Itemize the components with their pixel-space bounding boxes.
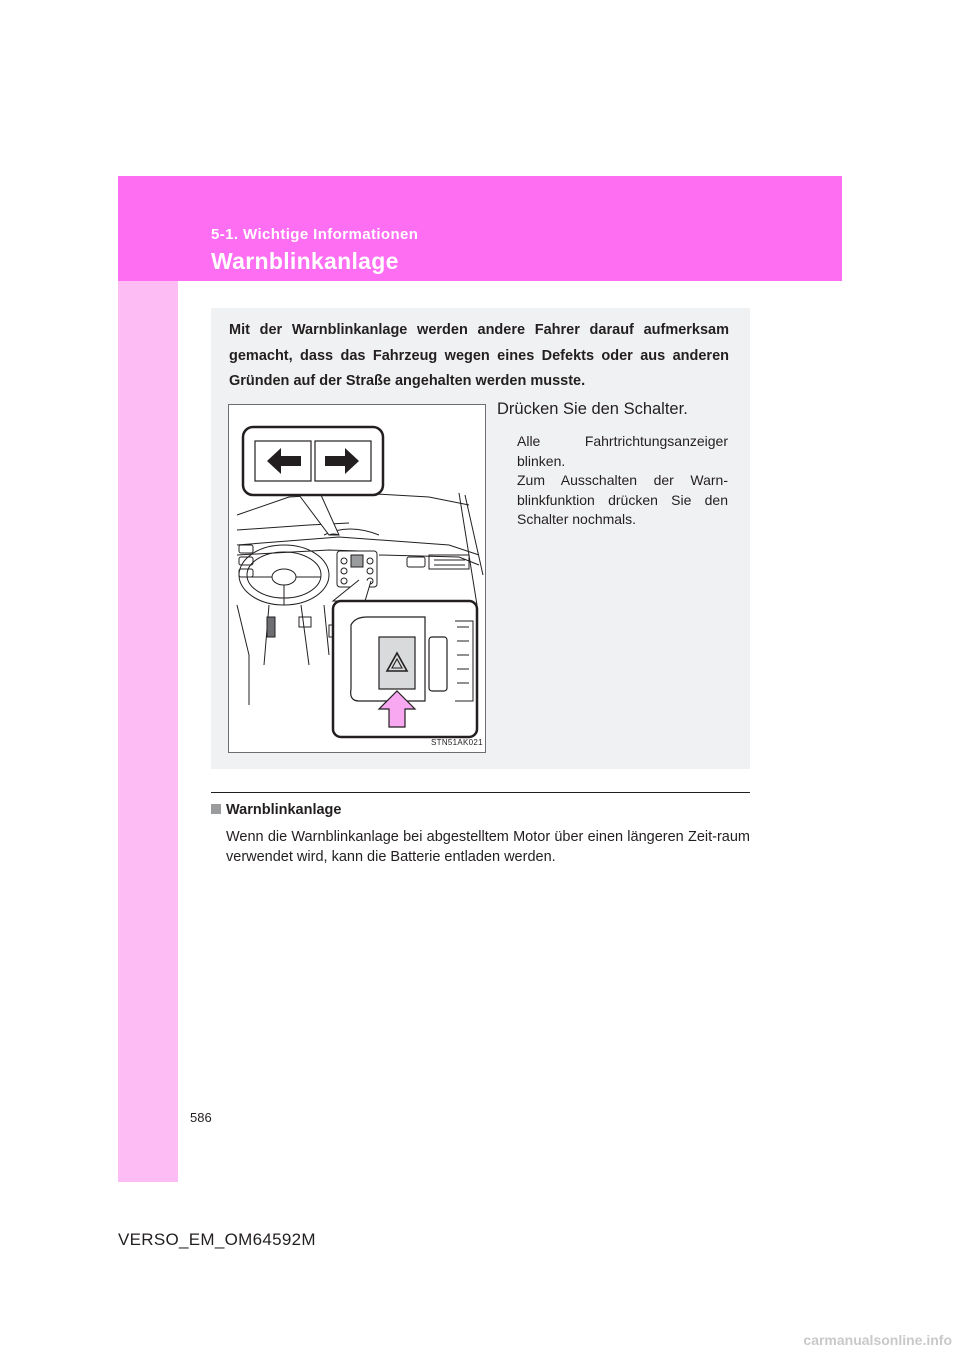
page-title: Warnblinkanlage: [211, 248, 399, 274]
section-divider: [211, 792, 750, 793]
instruction-description: [517, 432, 728, 530]
square-bullet-icon: [211, 804, 221, 814]
header-bar: [118, 176, 842, 281]
note-title: Warnblinkanlage: [226, 802, 342, 818]
dashboard-drawing: [229, 405, 485, 752]
figure-code: STN51AK021: [431, 738, 483, 747]
watermark: carmanualsonline.info: [803, 1332, 952, 1348]
section-label: 5-1. Wichtige Informationen: [211, 226, 419, 243]
note-text: Wenn die Warnblinkanlage bei abgestelltem Motor über einen längeren Zeit-raum verwendet wird, kann die Batterie entladen werden.: [226, 829, 750, 865]
instruction-line: Zum Ausschalten der Warn-blinkfunktion drücken Sie den Schalter nochmals.: [517, 472, 728, 527]
side-tab: [118, 176, 178, 1182]
instruction-line: Alle Fahrtrichtungsanzeiger blinken.: [517, 433, 728, 469]
hazard-switch-illustration: [228, 404, 486, 753]
instruction-title: Drücken Sie den Schalter.: [497, 400, 688, 418]
intro-text: Mit der Warnblinkanlage werden andere Fahrer darauf aufmerksam gemacht, dass das Fahrzeug wegen eines Defekts oder aus anderen Gründen auf der Straße angehalten werden musste.: [229, 322, 729, 389]
note-heading: [211, 802, 341, 818]
page-number: 586: [190, 1110, 212, 1125]
info-box: [211, 308, 750, 769]
document-code: VERSO_EM_OM64592M: [118, 1230, 316, 1249]
